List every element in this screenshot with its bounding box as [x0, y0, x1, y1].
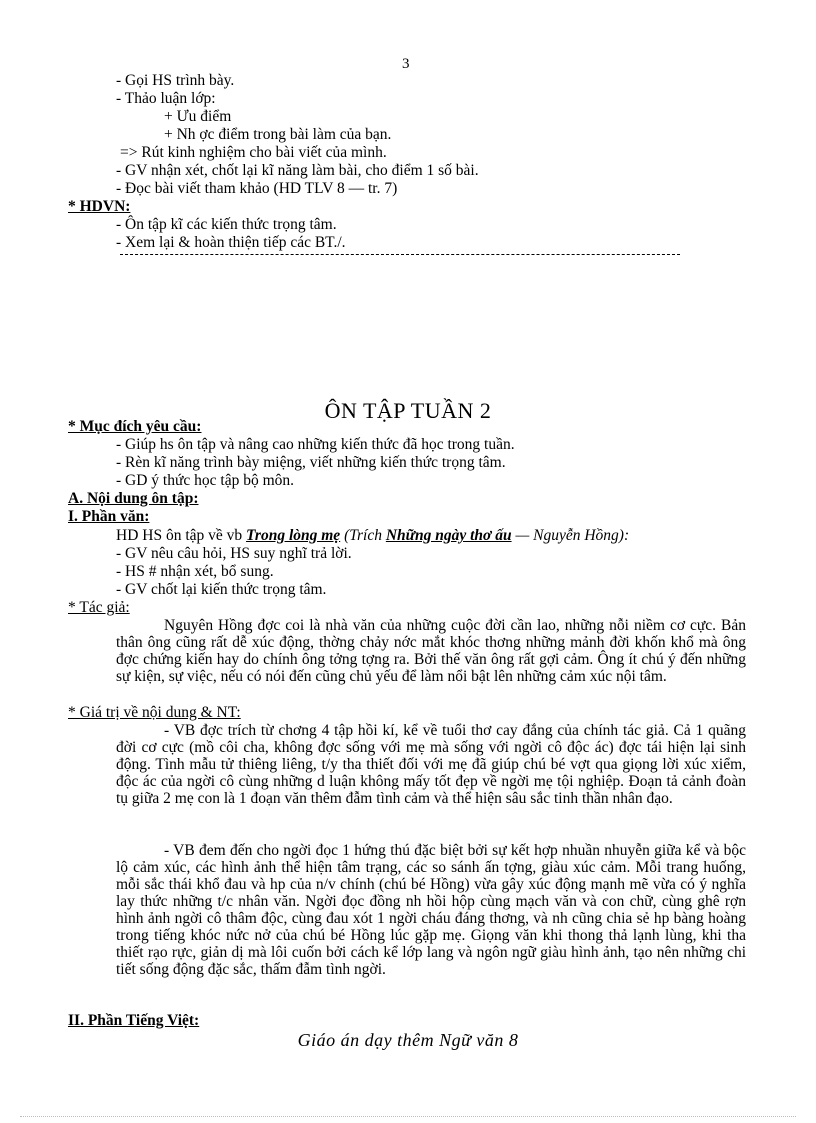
page-footer: Giáo án dạy thêm Ngữ văn 8	[297, 1030, 519, 1050]
text-line: - GD ý thức học tập bộ môn.	[116, 472, 295, 489]
text-line: - Giúp hs ôn tập và nâng cao những kiến thức đã học trong tuần.	[116, 436, 515, 453]
text-line: + Nh ợc điểm trong bài làm của bạn.	[164, 126, 392, 143]
section-1-heading: I. Phần văn:	[68, 508, 150, 525]
gia-tri-paragraph-1: - VB đợc trích từ chơng 4 tập hồi kí, kể về tuổi thơ cay đắng của chính tác giả. Cả 1 quãng đời cơ cực (mồ côi cha, không đợc sống với mẹ mà sống với ngời cô độc ác) đợc tái hiện lại sinh động. Tình mẫu tử thiêng liêng, t/y tha thiết đối với mẹ đã giúp chú bé vợt qua giọng lời xúc xiểm, độc ác của ngời cô cùng những d luận không mấy tốt đẹp về ngời mẹ tội nghiệp. Đoạn tả cảnh đoàn tụ giữa 2 mẹ con là 1 đoạn văn thêm đẫm tình cảm và thể hiện sâu sắc tinh thần nhân đạo.	[116, 722, 746, 807]
hd-line	[116, 527, 629, 544]
text-line: - Gọi HS trình bày.	[116, 72, 235, 89]
text-line: - GV nhận xét, chốt lại kĩ năng làm bài, cho điểm 1 số bài.	[116, 162, 479, 179]
section-2-heading: II. Phần Tiếng Việt:	[68, 1012, 200, 1029]
tac-gia-paragraph: Nguyên Hồng đợc coi là nhà văn của những cuộc đời cần lao, những nỗi niềm cơ cực. Bản thân ông cũng rất dễ xúc động, thờng chảy nớc mắt khóc thơng những mảnh đời khốn khổ mà ông đợc chứng kiến hay do chính ông tởng tợng ra. Bởi thế văn ông rất gợi cảm. Ông ít chú ý đến những sự kiện, sự việc, nếu có nói đến cũng chủ yếu để làm nổi bật lên những cảm xúc nội tâm.	[116, 617, 746, 685]
book-title: Những ngày thơ ấu	[385, 527, 512, 544]
text-line: - GV nêu câu hỏi, HS suy nghĩ trả lời.	[116, 545, 352, 562]
text-line: - Thảo luận lớp:	[116, 90, 216, 107]
hd-mid: (Trích	[340, 527, 386, 544]
text-line: => Rút kinh nghiệm cho bài viết của mình.	[120, 144, 387, 161]
text-line: - HS # nhận xét, bổ sung.	[116, 563, 274, 580]
section-title: ÔN TẬP TUẦN 2	[324, 398, 492, 423]
text-line: - Rèn kĩ năng trình bày miệng, viết những kiến thức trọng tâm.	[116, 454, 506, 471]
gia-tri-paragraph-2: - VB đem đến cho ngời đọc 1 hứng thú đặc biệt bởi sự kết hợp nhuần nhuyễn giữa kể và bộc lộ cảm xúc, các hình ảnh thể hiện tâm trạng, các so sánh ấn tợng, giàu xúc cảm. Mỗi trang huống, mỗi sắc thái khổ đau và hp của n/v chính (chú bé Hồng) vừa gây xúc động mạnh mẽ vừa có ý nghĩa lay thức những t/c nhân văn. Ngời đọc đồng nh hồi hộp cùng mạch văn và con chữ, cùng ghê rợn hình ảnh ngời cô thâm độc, cùng đau xót 1 ngời cháu đáng thơng, và nh cũng chia sẻ hp bàng hoàng trong tiếng khóc nức nở của chú bé Hồng lúc gặp mẹ. Giọng văn khi thong thả lạnh lùng, khi tha thiết rạo rực, giản dị mà lôi cuốn bởi cách kể lớp lang và ngôn ngữ giàu hình ảnh, tạo nên những chi tiết sống động đặc sắc, thấm đẫm tình ngời.	[116, 842, 746, 978]
page-number: 3	[402, 56, 410, 72]
hd-prefix: HD HS ôn tập về vb	[116, 527, 247, 544]
text-line: - Đọc bài viết tham khảo (HD TLV 8 — tr. 7)	[116, 180, 398, 197]
text-line: + Ưu điểm	[164, 108, 232, 125]
text-line: - GV chốt lại kiến thức trọng tâm.	[116, 581, 327, 598]
text-line: - Xem lại & hoàn thiện tiếp các BT./.	[116, 234, 346, 251]
muc-dich-heading: * Mục đích yêu cầu:	[68, 418, 202, 435]
text-line: - Ôn tập kĩ các kiến thức trọng tâm.	[116, 216, 337, 233]
hdvn-heading: * HDVN:	[68, 198, 131, 215]
gia-tri-heading: * Giá trị về nội dung & NT:	[68, 704, 241, 721]
work-title: Trong lòng mẹ	[246, 527, 341, 544]
page-edge	[20, 1116, 796, 1117]
tac-gia-heading: * Tác giả:	[68, 599, 130, 616]
section-a-heading: A. Nội dung ôn tập:	[68, 490, 199, 507]
hd-suffix: — Nguyễn Hồng):	[511, 527, 630, 544]
dashed-divider	[120, 254, 680, 255]
